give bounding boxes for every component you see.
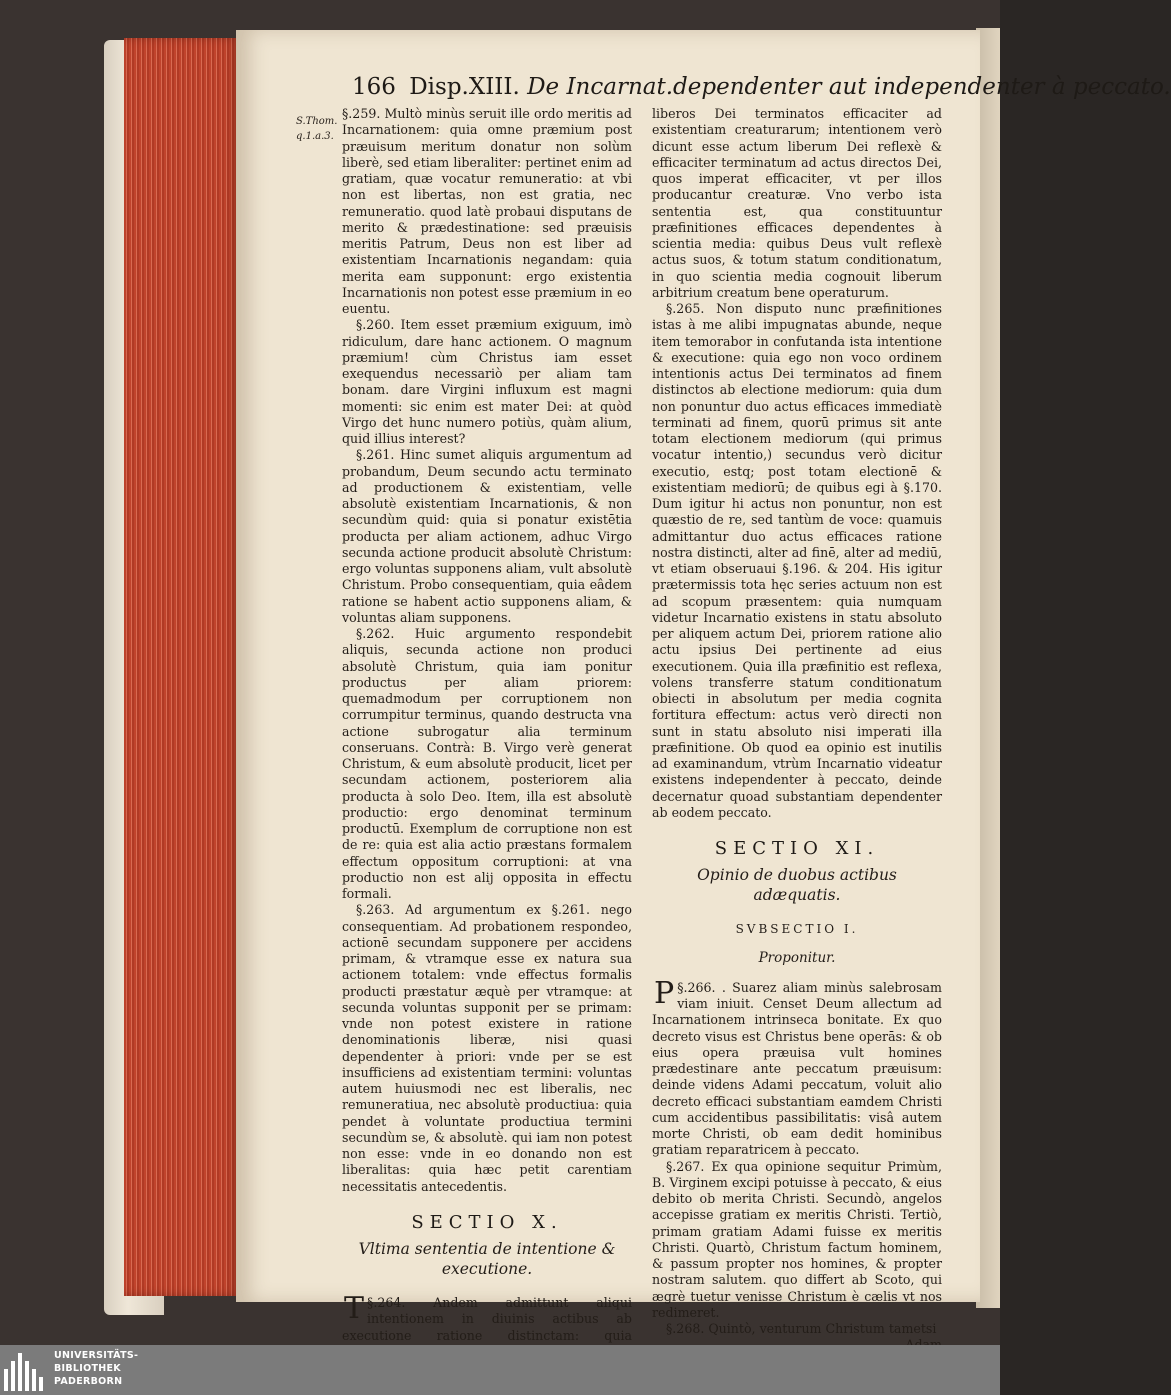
drop-cap: P [654,975,675,1011]
right-column [652,106,942,1354]
paragraph-number: §.264. [367,1295,406,1310]
paragraph: §.263. Ad argumentum ex §.261. nego consequentiam. Ad probationem respondeo, actionē secundam supponere per accidens primam, & vtramque esse ex natura sua actionem totalem: vnde effectus formalis producti præstatur æquè per vtramque: at secunda voluntas supponit per se primam: vnde non potest existere in ratione denominationis liberæ, nisi quasi dependenter à priori: vnde per se est insufficiens ad existentiam termini: voluntas autem huiusmodi nec est liberalis, nec remuneratiua, nec absolutè productiua: quia pendet à voluntate productiua termini secundùm se, & absolutè. qui iam non potest non esse: vnde in eo donando non est liberalitas: quia hæc petit carentiam necessitatis antecedentis. [342,902,632,1194]
library-footer [0,1345,1000,1395]
paragraph-266 [652,975,942,1159]
page-number: 166 [352,74,396,100]
paragraph: §.267. Ex qua opinione sequitur Primùm, B. Virginem excipi potuisse à peccato, & eius debito ob merita Christi. Secundò, angelos accepisse gratiam ex meritis Christi. Tertiò, primam gratiam Adami fuisse ex meritis Christi. Quartò, Christum factum hominem, & passum propter nos homines, & propter nostram salutem. quo differt ab Scoto, qui ægrè tuetur venisse Christum è cælis vt nos redimeret. [652,1158,942,1320]
subsection-heading: SVBSECTIO I. [735,922,859,937]
library-logo-icon [4,1351,50,1391]
library-name-line: PADERBORN [54,1376,123,1387]
drop-cap: T [344,1291,365,1326]
library-name [54,1349,138,1388]
paragraph-text: . Suarez aliam minùs salebrosam viam iniuit. Censet Deum allectum ad Incarnationem intrinseca bonitate. Ex quo decreto visus est Christus bene operās: & ob eius opera præuisa vult homines prædestinare ante peccatum præuisum: deinde videns Adami peccatum, voluit alio decreto efficaci substantiam eamdem Christi cum accidentibus passibilitatis: visâ autem morte Christi, ob eam dedit hominibus gratiam reparatricem à peccato. [652,979,942,1158]
library-name-line: UNIVERSITÄTS- [54,1350,139,1361]
margin-note [296,114,342,144]
margin-note-line: S.Thom. [296,116,338,127]
page-header [352,74,1171,100]
margin-note-line: q.1.a.3. [296,131,334,142]
paragraph-number: §.266. [677,979,716,995]
section-heading: SECTIO XI. [714,838,880,859]
subsection-subtitle: Proponitur. [758,949,836,966]
paragraph: §.260. Item esset præmium exiguum, imò ridiculum, dare hanc actionem. O magnum præmium! cùm Christus iam esset exequendus necessariò per aliam tam bonam. dare Virgini influxum est magni momenti: sic enim est mater Dei: at quòd Virgo det hunc numero potiùs, quàm alium, quid illius interest? [342,317,632,446]
paragraph: §.259. Multò minùs seruit ille ordo meritis ad Incarnationem: quia omne præmium post præuisum meritum donatur non solùm liberè, sed etiam liberaliter: pertinet enim ad gratiam, quæ vocatur remuneratio: at vbi non est libertas, non est gratia, nec remuneratio. quod latè probaui disputans de merito & prædestinatione: sed præuisis meritis Patrum, Deus non est liber ad existentiam Incarnationis negandam: quia merita eam supponunt: ergo existentia Incarnationis non potest esse præmium in eo euentu. [342,106,632,316]
paragraph: liberos Dei terminatos efficaciter ad existentiam creaturarum; intentionem verò dicunt esse actum liberum Dei reflexè & efficaciter terminatum ad actus directos Dei, quos imperat efficaciter, vt per illos producantur creaturæ. Vno verbo ista sententia est, qua constituuntur præfinitiones efficaces dependentes à scientia media: quibus Deus vult reflexè actus suos, & totum statum conditionatum, in quo scientia media cognouit liberum arbitrium creatum bene operaturum. [652,106,942,300]
paragraph: §.268. Quintò, venturum Christum tametsi [666,1321,937,1336]
running-title: De Incarnat.dependenter aut independenter à peccato. [527,74,1171,100]
section-subtitle: Opinio de duobus actibus adæquatis. [697,866,897,905]
page-edges [124,38,240,1296]
paragraph: §.261. Hinc sumet aliquis argumentum ad probandum, Deum secundo actu terminato ad productionem & existentiam, velle absolutè existentiam Incarnationis, & non secundùm quid: quia si ponatur existētia producta per aliam actionem, adhuc Virgo secunda actione producit absolutè Christum: ergo voluntas supponens aliam, vult absolutè Christum. Probo consequentiam, quia eâdem ratione se habent actio supponens aliam, & voluntas aliam supponens. [342,447,632,625]
section-heading: SECTIO X. [411,1211,563,1233]
paragraph: §.262. Huic argumento respondebit aliquis, secunda actione non produci absolutè Christum, quia iam ponitur productus per aliam priorem: quemadmodum per corruptionem non corrumpitur terminus, quando destructa vna actione subrogatur alia terminum conseruans. Contrà: B. Virgo verè generat Christum, & eum absolutè producit, licet per secundam actionem, posteriorem alia producta à solo Deo. Item, illa est absolutè productio: ergo denominat terminum productū. Exemplum de corruptione non est de re: quia est alia actio præstans formalem effectum oppositum corruptioni: at vna productio non est alij opposita in effectu formali. [342,626,632,901]
paragraph-text: Andem admittunt aliqui intentionem in diuinis actibus ab executione ratione distinctam: quia [342,1295,632,1343]
paragraph: §.265. Non disputo nunc præfinitiones istas à me alibi impugnatas abunde, neque item temorabor in confutanda ista intentione & executione: quia ego non voco ordinem intentionis actus Dei terminatos ad finem distinctos ab electione mediorum: quia dum non ponuntur duo actus efficaces immediatè terminati ad finem, quorū primus sit ante totam electionem mediorum (qui primus vocatur intentio,) secundus verò dicitur executio, estq; post totam electionē & existentiam mediorū; de quibus egi à §.170. Dum igitur hi actus non ponuntur, non est quæstio de re, sed tantùm de voce: quamuis admittantur duo actus efficaces ratione nostra distincti, alter ad finē, alter ad mediū, vt etiam obseruaui §.196. & 204. His igitur prætermissis tota hęc series actuum non est ad scopum præsentem: quia numquam videtur Incarnatio existens in statu absoluto per aliquem actum Dei, priorem ratione alio actu ipsius Dei pertinente ad eius executionem. Quia illa præfinitio est reflexa, volens transferre statum conditionatum obiecti in absolutum per media cognita fortitura effectum: actus verò directi non sunt in statu absoluto nisi imperati illa præfinitione. Ob quod ea opinio est inutilis ad examinandum, vtrùm Incarnatio videatur existens independenter à peccato, deinde decernatur quoad substantiam dependenter ab eodem peccato. [652,301,942,820]
left-column [342,106,632,1360]
disputation-label: Disp.XIII. [409,74,520,100]
section-subtitle: Vltima sententia de intentione & executione. [358,1240,616,1278]
library-name-line: BIBLIOTHEK [54,1363,121,1374]
